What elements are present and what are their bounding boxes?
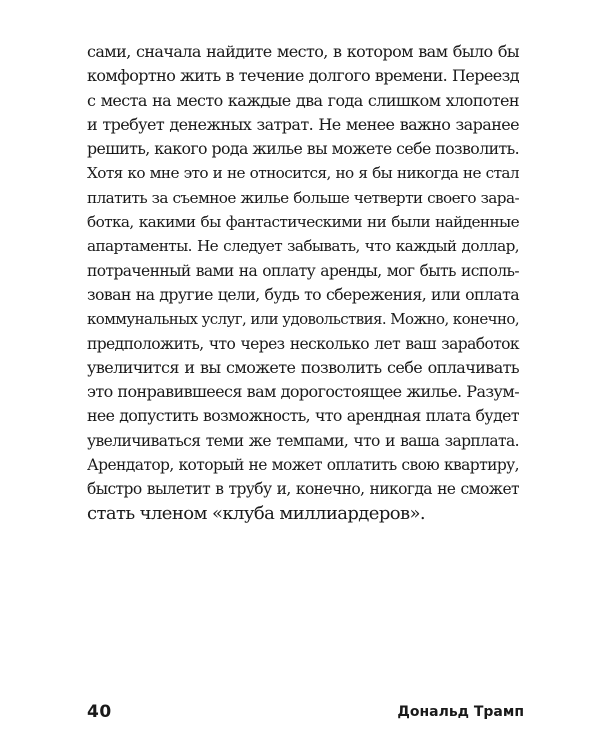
page-footer	[87, 702, 524, 724]
text-line: с места на место каждые два года слишком хлопотен	[87, 90, 519, 110]
text-line: коммунальных услуг, или удовольствия. Можно, конечно,	[87, 310, 519, 329]
page-number: 40	[87, 702, 112, 722]
text-line: апартаменты. Не следует забывать, что каждый доллар,	[87, 237, 519, 256]
text-line: Арендатор, который не может оплатить свою квартиру,	[87, 456, 519, 475]
text-line: это понравившееся вам дорогостоящее жилье. Разум-	[87, 382, 519, 402]
text-line: ботка, какими бы фантастическими ни были найденные	[87, 213, 519, 232]
text-line: и требует денежных затрат. Не менее важно заранее	[87, 114, 519, 134]
text-line: Хотя ко мне это и не относится, но я бы никогда не стал	[87, 164, 519, 183]
text-line: увеличится и вы сможете позволить себе оплачивать	[87, 357, 519, 377]
text-line: сами, сначала найдите место, в котором вам было бы	[87, 42, 519, 61]
text-line: нее допустить возможность, что арендная плата будет	[87, 406, 519, 426]
body-text	[87, 40, 519, 526]
text-line: потраченный вами на оплату аренды, мог быть исполь-	[87, 261, 519, 280]
text-line: решить, какого рода жилье вы можете себе позволить.	[87, 139, 519, 159]
text-line: комфортно жить в течение долгого времени. Переезд	[87, 66, 519, 86]
text-line: быстро вылетит в трубу и, конечно, никогда не сможет	[87, 480, 519, 499]
text-line: платить за съемное жилье больше четверти своего зара-	[87, 188, 519, 207]
text-line: предположить, что через несколько лет ваш заработок	[87, 334, 519, 353]
text-line-last: стать членом «клуба миллиардеров».	[87, 502, 426, 524]
text-line: зован на другие цели, будь то сбережения, или оплата	[87, 284, 519, 304]
text-line: увеличиваться теми же темпами, что и ваша зарплата.	[87, 431, 519, 450]
running-footer-author: Дональд Трамп	[397, 704, 524, 720]
